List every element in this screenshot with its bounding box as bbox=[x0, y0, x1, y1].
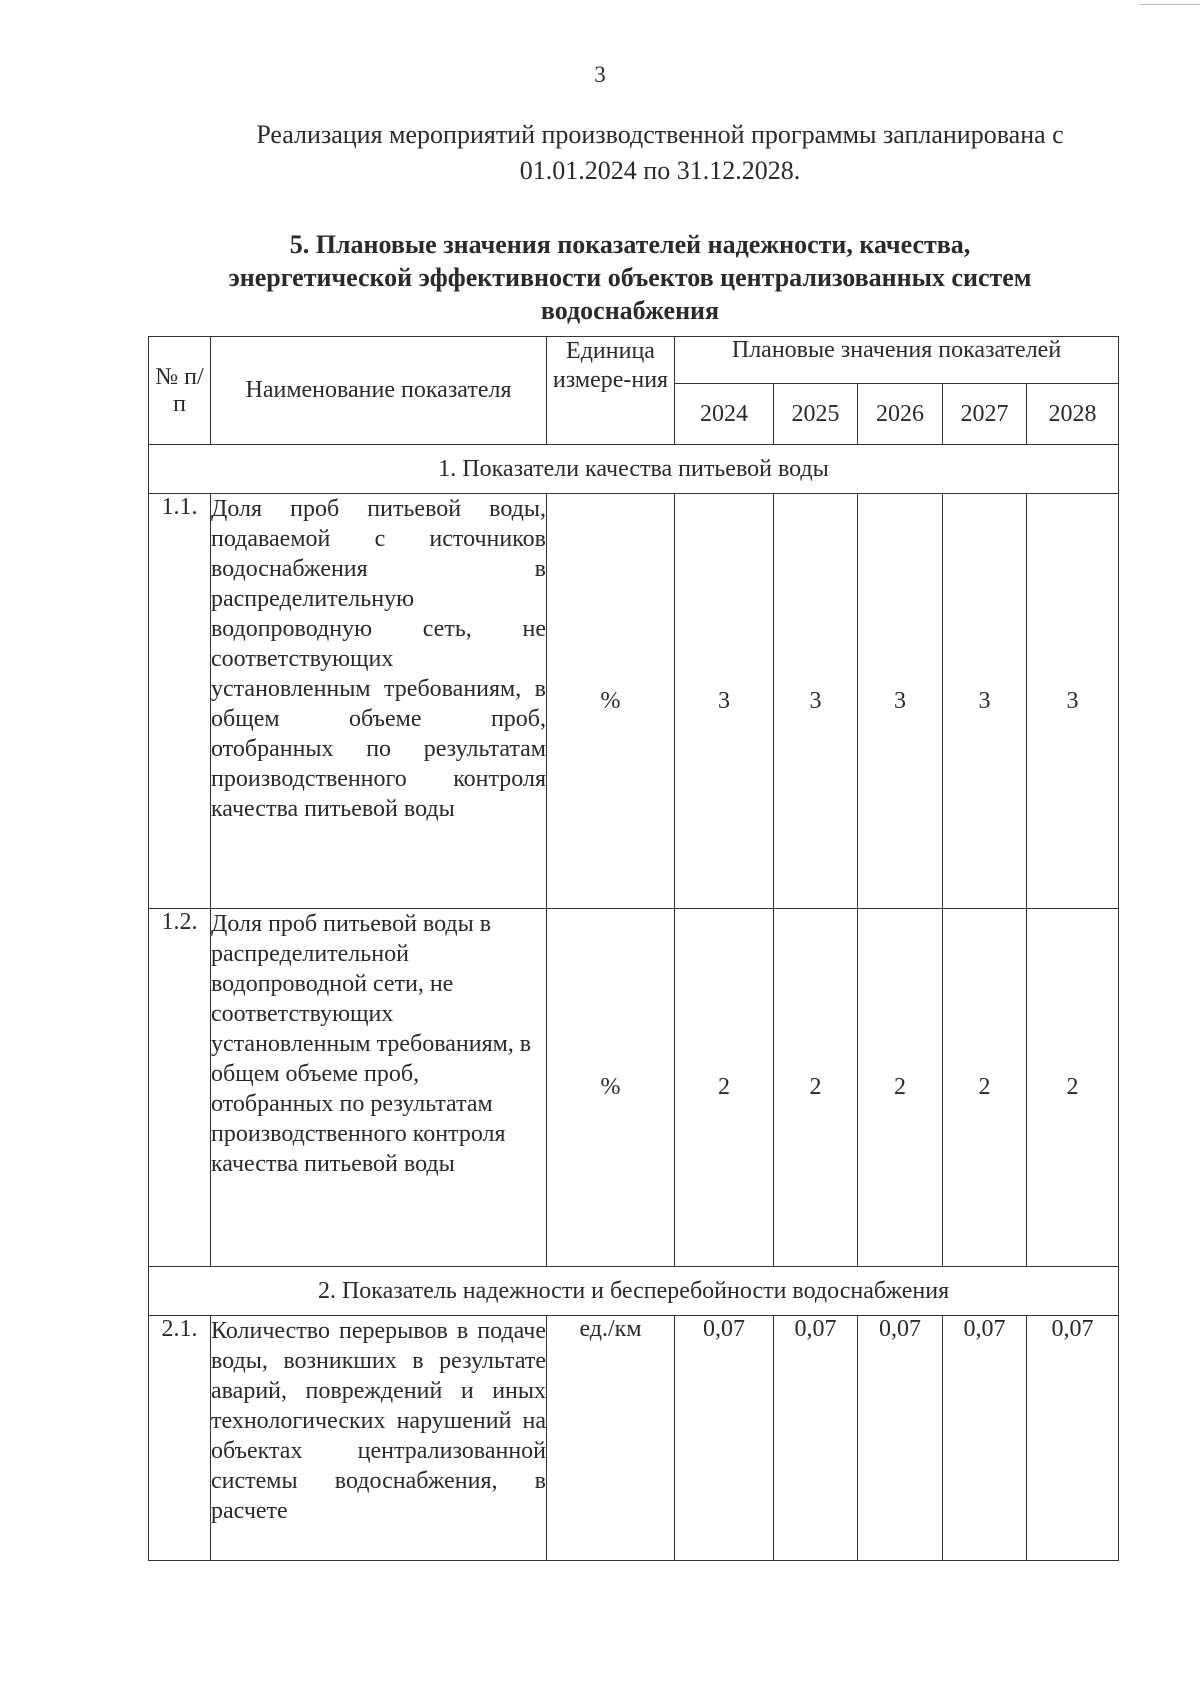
table-row bbox=[149, 909, 1119, 1267]
header-name: Наименование показателя bbox=[211, 337, 547, 445]
header-plan-group: Плановые значения показателей bbox=[675, 337, 1119, 384]
row-num: 1.2. bbox=[149, 909, 211, 1267]
row-value: 2 bbox=[774, 909, 858, 1267]
row-num: 2.1. bbox=[149, 1316, 211, 1561]
row-name: Доля проб питьевой воды, подаваемой с источников водоснабжения в распределительную водопроводную сеть, не соответствующих установленным требованиям, в общем объеме проб, отобранных по результатам производственного контроля качества питьевой воды bbox=[211, 494, 547, 909]
row-num: 1.1. bbox=[149, 494, 211, 909]
section-row bbox=[149, 445, 1119, 494]
section-heading: 2. Показатель надежности и бесперебойности водоснабжения bbox=[149, 1267, 1119, 1316]
row-value: 2 bbox=[1027, 909, 1119, 1267]
header-num: № п/п bbox=[149, 337, 211, 445]
row-value: 0,07 bbox=[943, 1316, 1027, 1561]
row-name: Доля проб питьевой воды в распределительной водопроводной сети, не соответствующих установленным требованиям, в общем объеме проб, отобранных по результатам производственного контроля качества питьевой воды bbox=[211, 909, 547, 1267]
row-unit: % bbox=[547, 494, 675, 909]
row-unit: ед./км bbox=[547, 1316, 675, 1561]
row-value: 3 bbox=[1027, 494, 1119, 909]
row-value: 2 bbox=[675, 909, 774, 1267]
row-name: Количество перерывов в подаче воды, возникших в результате аварий, повреждений и иных технологических нарушений на объектах централизованной системы водоснабжения, в расчете bbox=[211, 1316, 547, 1561]
row-value: 0,07 bbox=[1027, 1316, 1119, 1561]
row-value: 3 bbox=[858, 494, 943, 909]
header-year: 2028 bbox=[1027, 384, 1119, 445]
section-heading: 1. Показатели качества питьевой воды bbox=[149, 445, 1119, 494]
row-value: 2 bbox=[858, 909, 943, 1267]
row-value: 0,07 bbox=[858, 1316, 943, 1561]
indicators-table bbox=[148, 336, 1119, 1561]
section-row bbox=[149, 1267, 1119, 1316]
header-year: 2027 bbox=[943, 384, 1027, 445]
table-row bbox=[149, 1316, 1119, 1561]
header-row bbox=[149, 337, 1119, 384]
table-row bbox=[149, 494, 1119, 909]
page-number: 3 bbox=[594, 62, 606, 87]
row-value: 2 bbox=[943, 909, 1027, 1267]
scan-edge-mark bbox=[1140, 0, 1200, 5]
row-value: 3 bbox=[774, 494, 858, 909]
intro-text: Реализация мероприятий производственной программы запланирована с 01.01.2024 по 31.12.2028. bbox=[256, 120, 1064, 185]
section-title: 5. Плановые значения показателей надежности, качества, энергетической эффективности объектов централизованных систем водоснабжения bbox=[228, 230, 1032, 325]
header-year: 2025 bbox=[774, 384, 858, 445]
row-value: 3 bbox=[943, 494, 1027, 909]
row-unit: % bbox=[547, 909, 675, 1267]
row-value: 3 bbox=[675, 494, 774, 909]
header-year: 2026 bbox=[858, 384, 943, 445]
row-value: 0,07 bbox=[774, 1316, 858, 1561]
row-value: 0,07 bbox=[675, 1316, 774, 1561]
header-year: 2024 bbox=[675, 384, 774, 445]
header-unit: Единица измере-ния bbox=[547, 337, 675, 445]
